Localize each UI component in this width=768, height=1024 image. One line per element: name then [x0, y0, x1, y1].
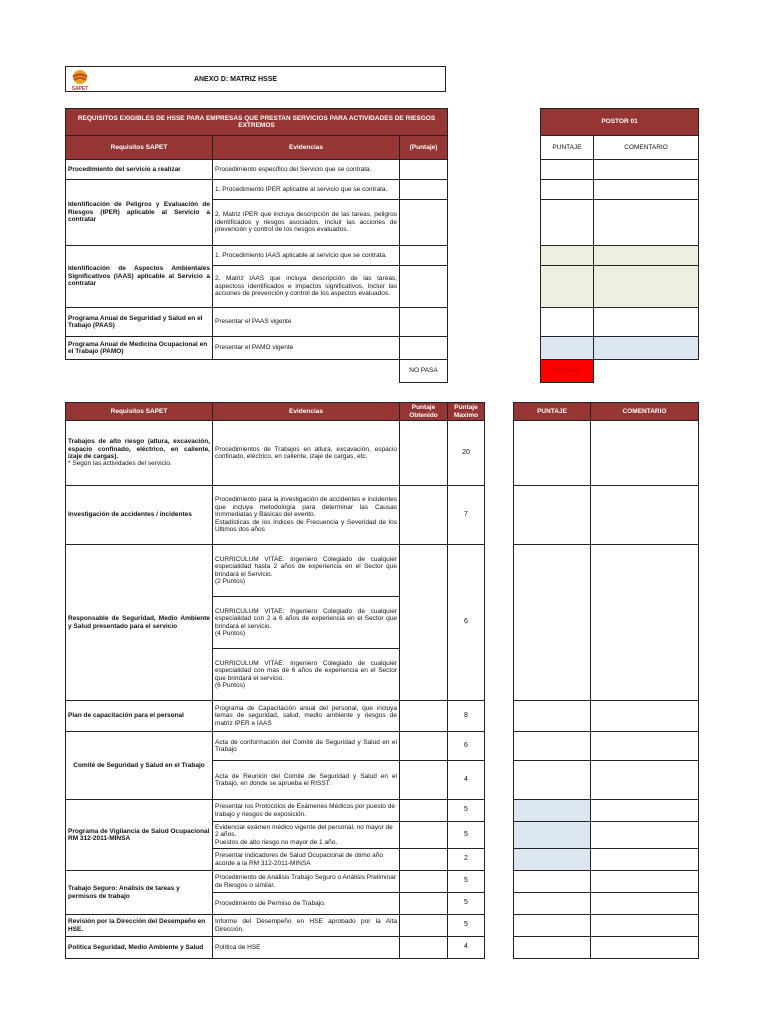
req-high-risk [66, 421, 213, 486]
postor-title: POSTOR 01 [541, 109, 699, 136]
postor-comment[interactable] [594, 337, 699, 360]
obtained-cell[interactable] [400, 893, 448, 915]
req-high-risk-text: Trabajos de alto riesgo (altura, excavación, espacio confinado, eléctrico, en caliente, izaje de cargas). [68, 438, 210, 460]
postor2-comment[interactable] [591, 937, 699, 959]
postor2-table [513, 402, 699, 959]
max-safe-work-2: 5 [448, 893, 485, 915]
postor2-comment[interactable] [591, 893, 699, 915]
postor-result: NO PASA [541, 360, 594, 383]
score-cell[interactable] [400, 200, 448, 246]
max-health-2: 5 [448, 822, 485, 849]
postor2-comment[interactable] [591, 486, 699, 545]
postor-comment[interactable] [594, 180, 699, 200]
annex-header [65, 66, 446, 92]
ev-management-review: Informe del Desempeño en HSE aprobado por la Alta Dirección. [213, 915, 400, 937]
req-health-program: Programa de Vigilancia de Salud Ocupacional RM 312-2011-MINSA [66, 800, 213, 871]
score-cell[interactable] [400, 180, 448, 200]
req-hse-policy: Politica Seguridad, Medio Ambiente y Salud [66, 937, 213, 959]
obtained-cell[interactable] [400, 545, 448, 701]
ev-procedure: Procedimiento específico del Servicio que se contrata. [213, 160, 400, 180]
max-hse-responsible: 6 [448, 545, 485, 701]
postor-comment[interactable] [594, 160, 699, 180]
obtained-cell[interactable] [400, 732, 448, 761]
postor2-comment[interactable] [591, 701, 699, 732]
postor2-score[interactable] [514, 893, 591, 915]
max-committee-1: 6 [448, 732, 485, 761]
ev-cv-1: CURRICULUM VITAE: Ingeniero Colegiado de cualquier especialidad hasta 2 años de experiencia en el Sector que brindará el Servicio. (2 Puntos) [213, 545, 400, 597]
ev-safe-work-2: Procedimiento de Permiso de Trabajo. [213, 893, 400, 915]
score-cell[interactable] [400, 308, 448, 337]
req-management-review: Revisión por la Dirección del Desempeño en HSE. [66, 915, 213, 937]
postor2-comment[interactable] [591, 849, 699, 871]
postor-comment[interactable] [594, 266, 699, 308]
postor-score[interactable] [541, 266, 594, 308]
max-health-3: 2 [448, 849, 485, 871]
obtained-cell[interactable] [400, 761, 448, 800]
req-iper: Identificación de Peligros y Evaluación de Riesgos (IPER) aplicable al Servicio a contratar [66, 180, 213, 246]
ev-health-3: Presentar indicadores de Salud Ocupacional de útimo año acorde a la RM 312-2011-MINSA [213, 849, 400, 871]
postor-table [540, 108, 699, 383]
postor-score[interactable] [541, 308, 594, 337]
postor-score[interactable] [541, 200, 594, 246]
postor2-score[interactable] [514, 701, 591, 732]
score-cell[interactable] [400, 337, 448, 360]
postor2-score[interactable] [514, 421, 591, 486]
postor2-comment[interactable] [591, 822, 699, 849]
ev-health-2: Evidenciar exámen médico vigente del personal, no mayor de 2 años. Puestos de alto riesgo no mayor de 1 año. [213, 822, 400, 849]
postor2-comment-header: COMENTARIO [591, 403, 699, 421]
ev-iper-1: 1. Procedimiento IPER aplicable al servicio que se contrata. [213, 180, 400, 200]
ev-iaas-2: 2. Matriz IAAS que incluya descripción de las tareas, aspectoss identificados e impactos significativos. Incluir las acciones de prevención y control de los aspectos evaluados. [213, 266, 400, 308]
section2-table [65, 402, 485, 959]
postor2-comment[interactable] [591, 421, 699, 486]
max-safe-work-1: 5 [448, 871, 485, 893]
s2-col-req-header: Requisitos SAPET [66, 403, 213, 421]
section1-title: REQUISITOS EXIGIBLES DE HSSE PARA EMPRESAS QUE PRESTAN SERVICIOS PARA ACTIVIDADES DE RIESGOS EXTREMOS [66, 109, 448, 136]
postor-comment[interactable] [594, 200, 699, 246]
ev-cv-2: CURRICULUM VITAE: Ingeniero Colegiado de cualquier especialidad con 2 a 6 años de experiencia en el Sector que brindará el servicio. (4 Puntos) [213, 597, 400, 649]
postor-comment[interactable] [594, 246, 699, 266]
ev-training: Programa de Capacitación anual del personal, que incluya temas de seguridad, salud, medio ambiente y riesgos de matriz IPER e IAAS [213, 701, 400, 732]
req-safe-work: Trabajo Seguro: Análisis de tareas y permisos de trabajo [66, 871, 213, 915]
req-paas: Programa Anual de Seguridad y Salud en el Trabajo (PAAS) [66, 308, 213, 337]
ev-hse-policy: Política de HSE [213, 937, 400, 959]
max-accident: 7 [448, 486, 485, 545]
req-accident: Investigación de accidentes / incidentes [66, 486, 213, 545]
postor2-score-header: PUNTAJE [514, 403, 591, 421]
ev-committee-1: Acta de conformación del Comité de Seguridad y Salud en el Trabajo [213, 732, 400, 761]
postor-comment-header: COMENTARIO [594, 136, 699, 160]
obtained-cell[interactable] [400, 701, 448, 732]
s2-col-ev-header: Evidencias [213, 403, 400, 421]
obtained-cell[interactable] [400, 915, 448, 937]
obtained-cell[interactable] [400, 486, 448, 545]
postor2-score[interactable] [514, 545, 591, 701]
req-iaas: Identificación de Aspectos Ambientales Significativos (IAAS) aplicable al Servicio a contratar [66, 246, 213, 308]
max-management-review: 5 [448, 915, 485, 937]
postor2-score[interactable] [514, 761, 591, 800]
req-training: Plan de capacitación para el personal [66, 701, 213, 732]
ev-cv-3: CURRICULUM VITAE: Ingeniero Colegiado de cualquier especialidad con mas de 6 años de experiencia en el Sector que brindará el servicio. (6 Puntos) [213, 649, 400, 701]
postor2-score[interactable] [514, 849, 591, 871]
postor2-score[interactable] [514, 871, 591, 893]
req-pamo: Programa Anual de Medicina Ocupacional en el Trabajo (PAMO) [66, 337, 213, 360]
postor2-comment[interactable] [591, 732, 699, 761]
postor2-score[interactable] [514, 486, 591, 545]
score-cell[interactable] [400, 246, 448, 266]
logo-text: SAPET [71, 86, 89, 92]
ev-health-1: Presentar los Protocólos de Exámenes Médicos por puesto de trabajo y riesgos de exposición. [213, 800, 400, 822]
postor2-score[interactable] [514, 732, 591, 761]
s2-col-obtained-header: Puntaje Obtenido [400, 403, 448, 421]
req-procedure: Procedimiento del servicio a realizar [66, 160, 213, 180]
ev-safe-work-1: Procedimiento de Análisis Trabajo Seguro o Análisis Preliminar de Riesgos o similar. [213, 871, 400, 893]
obtained-cell[interactable] [400, 937, 448, 959]
annex-title: ANEXO D: MATRIZ HSSE [193, 76, 278, 83]
postor-score[interactable] [541, 246, 594, 266]
ev-iper-2: 2. Matriz IPER que incluya descripción de las tareas, peligros identificados y riesgos asociados. Incluir las acciones de prevención y control de los riesgos evaluados. [213, 200, 400, 246]
col-req-header: Requisitos SAPET [66, 136, 213, 160]
ev-committee-2: Acta de Reunión del Comité de Seguridad y Salud en el Trabajo, en donde se aprueba el RISST. [213, 761, 400, 800]
obtained-cell[interactable] [400, 871, 448, 893]
max-health-1: 5 [448, 800, 485, 822]
ev-iaas-1: 1. Procedimiento IAAS aplicable al servicio que se contrata. [213, 246, 400, 266]
max-high-risk: 20 [448, 421, 485, 486]
obtained-cell[interactable] [400, 421, 448, 486]
col-ev-header: Evidencias [213, 136, 400, 160]
max-hse-policy: 4 [448, 937, 485, 959]
postor-comment[interactable] [594, 308, 699, 337]
postor2-score[interactable] [514, 822, 591, 849]
max-committee-2: 4 [448, 761, 485, 800]
col-score-header: (Puntaje) [400, 136, 448, 160]
score-cell[interactable] [400, 160, 448, 180]
postor2-score[interactable] [514, 800, 591, 822]
postor2-comment[interactable] [591, 545, 699, 701]
postor-score[interactable] [541, 180, 594, 200]
section1-table [65, 108, 448, 383]
postor2-score[interactable] [514, 915, 591, 937]
obtained-cell[interactable] [400, 822, 448, 849]
postor-score-header: PUNTAJE [541, 136, 594, 160]
score-cell[interactable] [400, 266, 448, 308]
postor2-score[interactable] [514, 937, 591, 959]
req-committee: Comité de Seguridad y Salud en el Trabajo [66, 732, 213, 800]
obtained-cell[interactable] [400, 849, 448, 871]
ev-paas: Presentar el PAAS vigente [213, 308, 400, 337]
postor-score[interactable] [541, 160, 594, 180]
req-high-risk-note: * Según las actividades del servicio. [68, 460, 172, 468]
postor2-comment[interactable] [591, 800, 699, 822]
req-hse-responsible: Responsable de Seguridad, Medio Ambiente y Salud presentado para el servicio [66, 545, 213, 701]
ev-pamo: Presentar el PAMO vigente [213, 337, 400, 360]
postor2-comment[interactable] [591, 871, 699, 893]
postor2-comment[interactable] [591, 915, 699, 937]
ev-high-risk: Procedimientos de Trabajos en altura, excavación, espacio confinado, eléctrico, en caliente, izaje de cargas, etc. [213, 421, 400, 486]
section1-result: NO PASA [400, 360, 448, 383]
max-training: 8 [448, 701, 485, 732]
s2-col-max-header: Puntaje Maximo [448, 403, 485, 421]
obtained-cell[interactable] [400, 800, 448, 822]
postor2-comment[interactable] [591, 761, 699, 800]
postor-score[interactable] [541, 337, 594, 360]
ev-accident: Procedimiento para la investigación de accidentes e incidentes que incluya metodología para determinar las Causas Inmmediatas y Básicas del evento. Estadisticas de los Indices de Frecuencia y Severidad de los Ultimos dos años [213, 486, 400, 545]
